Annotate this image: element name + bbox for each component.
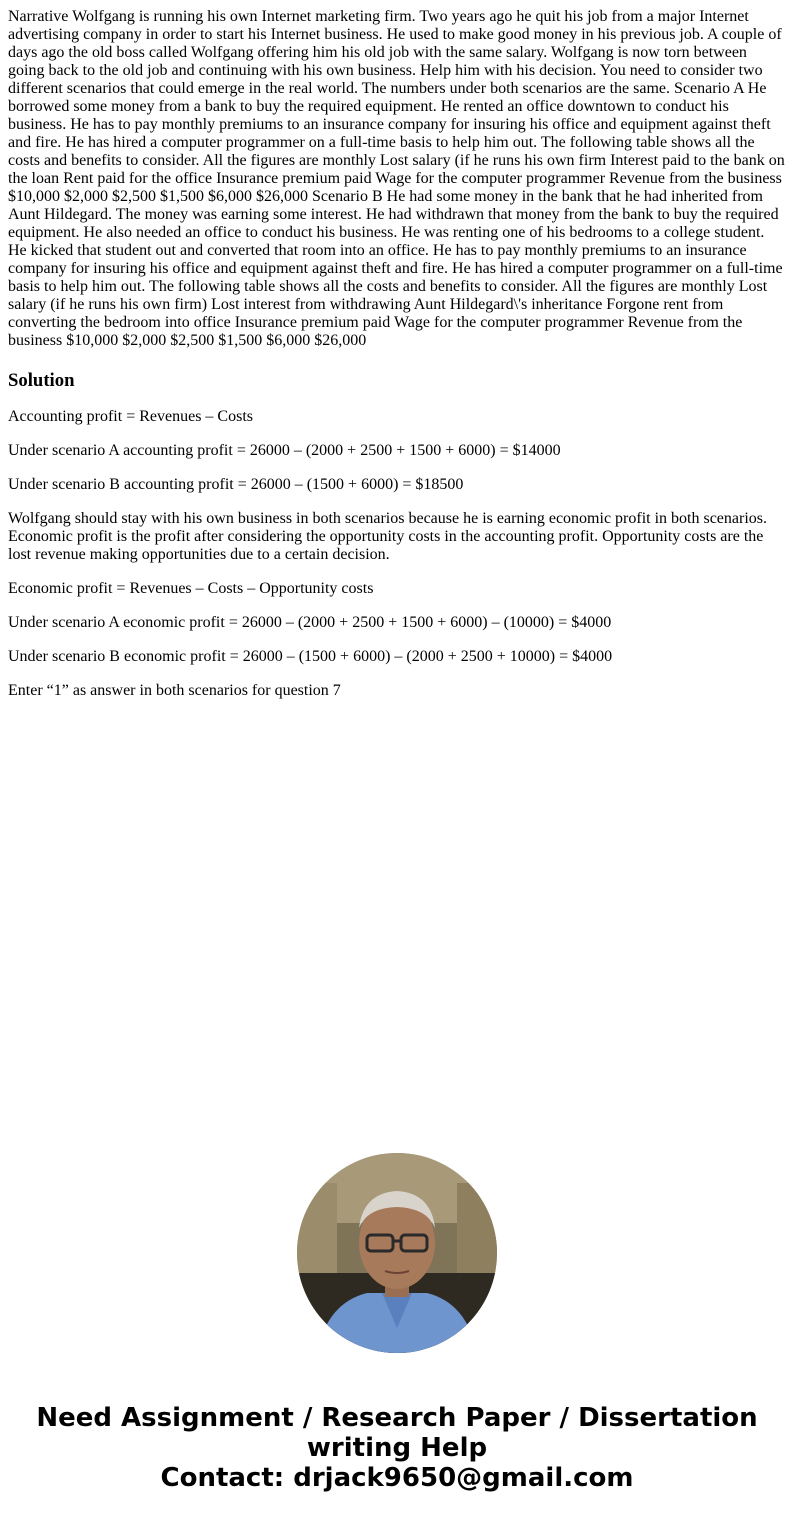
solution-paragraph: Wolfgang should stay with his own business in both scenarios because he is earning economic profit in both scenarios. Economic profit is the profit after considering the opportunity costs in the accounting profit. Opportunity costs are the lost revenue making opportunities due to a certain decision. bbox=[8, 510, 768, 563]
solution-paragraph: Under scenario B accounting profit = 26000 – (1500 + 6000) = $18500 bbox=[8, 476, 464, 493]
solution-paragraph: Economic profit = Revenues – Costs – Opportunity costs bbox=[8, 580, 374, 597]
question-text: Narrative Wolfgang is running his own Internet marketing firm. Two years ago he quit his job from a major Internet advertising company in order to start his Internet business. He used to make good money in his previous job. A couple of days ago the old boss called Wolfgang offering him his old job with the same salary. Wolfgang is now torn between going back to the old job and continuing with his own business. Help him with his decision. You need to consider two different scenarios that could emerge in the real world. The numbers under both scenarios are the same. Scenario A He borrowed some money from a bank to buy the required equipment. He rented an office downtown to conduct his business. He has to pay monthly premiums to an insurance company for insuring his office and equipment against theft and fire. He has hired a computer programmer on a full-time basis to help him out. The following table shows all the costs and benefits to consider. All the figures are monthly Lost salary (if he runs his own firm Interest paid to the bank on the loan Rent paid for the office Insurance premium paid Wage for the computer programmer Revenue from the business $10,000 $2,000 $2,500 $1,500 $6,000 $26,000 Scenario B He had some money in the bank that he had inherited from Aunt Hildegard. The money was earning some interest. He had withdrawn that money from the bank to buy the required equipment. He also needed an office to conduct his business. He was renting one of his bedrooms to a college student. He kicked that student out and converted that room into an office. He has to pay monthly premiums to an insurance company for insuring his office and equipment against theft and fire. He has hired a computer programmer on a full-time basis to help him out. The following table shows all the costs and benefits to consider. All the figures are monthly Lost salary (if he runs his own firm) Lost interest from withdrawing Aunt Hildegard\'s inheritance Forgone rent from converting the bedroom into office Insurance premium paid Wage for the computer programmer Revenue from the business $10,000 $2,000 $2,500 $1,500 $6,000 $26,000 bbox=[8, 8, 785, 349]
main-content bbox=[8, 8, 786, 716]
solution-heading: Solution bbox=[8, 370, 75, 391]
author-photo bbox=[297, 1153, 497, 1353]
solution-paragraph: Accounting profit = Revenues – Costs bbox=[8, 408, 253, 425]
author-avatar bbox=[297, 1153, 497, 1353]
promo-banner bbox=[0, 1403, 794, 1493]
solution-paragraph: Under scenario B economic profit = 26000 – (1500 + 6000) – (2000 + 2500 + 10000) = $4000 bbox=[8, 648, 613, 665]
solution-paragraph: Under scenario A accounting profit = 26000 – (2000 + 2500 + 1500 + 6000) = $14000 bbox=[8, 442, 561, 459]
solution-paragraph: Enter “1” as answer in both scenarios for question 7 bbox=[8, 682, 341, 699]
promo-line: Need Assignment / Research Paper / Dissertation bbox=[36, 1403, 758, 1433]
solution-paragraph: Under scenario A economic profit = 26000 – (2000 + 2500 + 1500 + 6000) – (10000) = $4000 bbox=[8, 614, 612, 631]
contact-email: Contact: drjack9650@gmail.com bbox=[160, 1463, 634, 1493]
promo-line: writing Help bbox=[306, 1433, 488, 1463]
